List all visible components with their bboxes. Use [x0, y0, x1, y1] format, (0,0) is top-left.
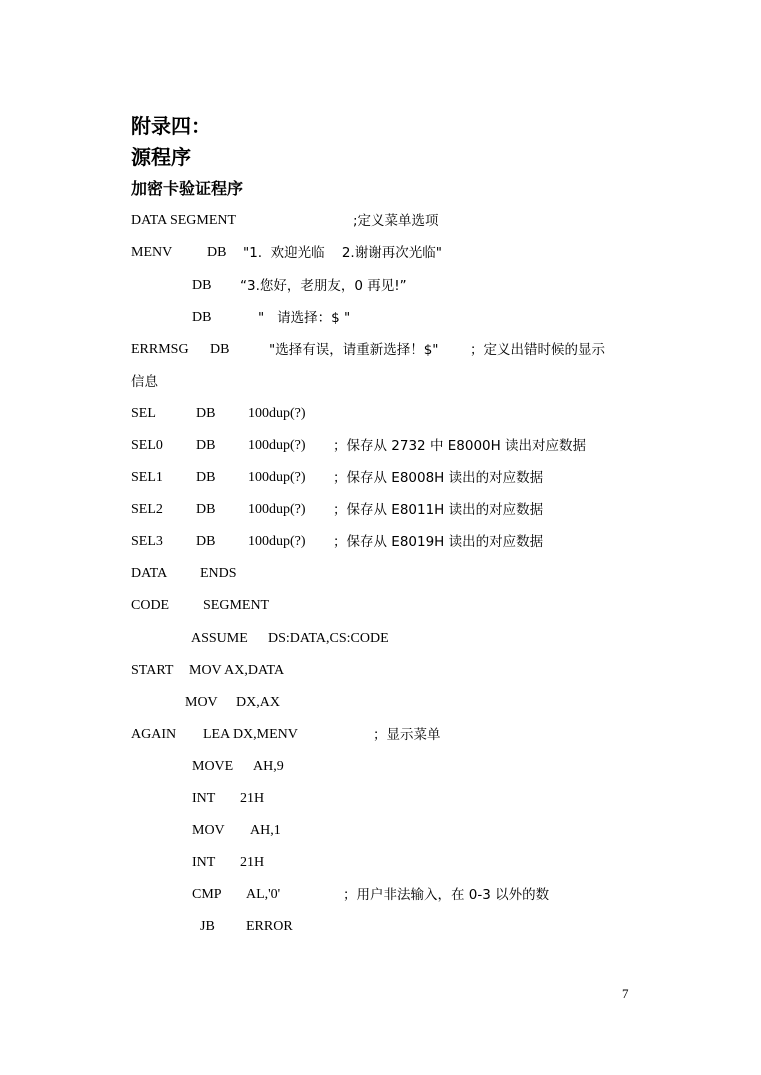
code-label: START [131, 663, 174, 678]
program-heading: 加密卡验证程序 [131, 179, 244, 198]
code-label: SEL0 [131, 438, 163, 453]
code-line [0, 629, 761, 649]
code-operand: " 请选择：$ " [258, 310, 351, 326]
code-operand: ERROR [246, 919, 293, 934]
code-label: MENV [131, 245, 173, 260]
code-comment: ；用户非法输入，在 0-3 以外的数 [343, 887, 550, 903]
code-operand: AH,9 [253, 759, 284, 774]
code-line [0, 725, 761, 745]
code-label: SEL2 [131, 502, 163, 517]
code-line [0, 340, 761, 360]
code-directive: SEGMENT [203, 598, 270, 613]
code-operand: “3.您好，老朋友，0 再见!” [240, 278, 407, 294]
code-instruction: MOV AX,DATA [189, 663, 285, 678]
code-comment: ；保存从 2732 中 E8000H 读出对应数据 [333, 438, 587, 454]
source-heading: 源程序 [131, 145, 191, 169]
code-directive: DB [210, 342, 230, 357]
code-directive: DB [196, 406, 216, 421]
code-operand: 100dup(?) [248, 406, 306, 421]
code-instruction: INT [192, 855, 216, 870]
code-line [0, 436, 761, 456]
code-instruction: MOV [192, 823, 225, 838]
code-instruction: JB [200, 919, 215, 934]
code-operand: 100dup(?) [248, 438, 306, 453]
code-comment: ；保存从 E8019H 读出的对应数据 [333, 534, 544, 550]
code-line [0, 308, 761, 328]
code-label: SEL [131, 406, 156, 421]
code-line [0, 821, 761, 841]
code-line [0, 532, 761, 552]
code-operand: "选择有误，请重新选择！$" [269, 342, 439, 358]
code-line [0, 885, 761, 905]
code-line [0, 276, 761, 296]
code-line [0, 372, 761, 392]
code-operand: AH,1 [250, 823, 281, 838]
code-directive: ENDS [200, 566, 237, 581]
code-operand: AL,'0' [246, 887, 281, 902]
code-instruction: LEA DX,MENV [203, 727, 298, 742]
code-line [0, 243, 761, 263]
code-line [0, 789, 761, 809]
code-comment: ；保存从 E8008H 读出的对应数据 [333, 470, 544, 486]
code-operand: 100dup(?) [248, 470, 306, 485]
code-label: SEL1 [131, 470, 163, 485]
code-operand: "1. 欢迎光临 2.谢谢再次光临" [243, 245, 442, 261]
code-comment: ；定义出错时候的显示 [470, 342, 605, 358]
code-label: SEL3 [131, 534, 163, 549]
code-operand: 100dup(?) [248, 502, 306, 517]
code-directive: DB [207, 245, 227, 260]
code-line [0, 661, 761, 681]
code-comment: ；显示菜单 [373, 727, 441, 743]
code-operand: 100dup(?) [248, 534, 306, 549]
code-directive: DB [192, 278, 212, 293]
code-label: DATA [131, 566, 168, 581]
code-directive: DB [196, 470, 216, 485]
page-number: 7 [622, 986, 629, 1001]
code-instruction: MOV [185, 695, 218, 710]
code-instruction: MOVE [192, 759, 234, 774]
appendix-heading: 附录四： [131, 114, 211, 138]
code-line [0, 404, 761, 424]
code-operand: DS:DATA,CS:CODE [268, 631, 389, 646]
code-line [0, 853, 761, 873]
code-line [0, 693, 761, 713]
code-operand: DX,AX [236, 695, 280, 710]
code-comment: ；保存从 E8011H 读出的对应数据 [333, 502, 544, 518]
code-line [0, 468, 761, 488]
code-line [0, 500, 761, 520]
code-line [0, 596, 761, 616]
code-directive: DB [196, 534, 216, 549]
code-comment: ;定义菜单选项 [353, 213, 439, 229]
code-directive: DB [196, 438, 216, 453]
code-label: DATA SEGMENT [131, 213, 237, 228]
code-operand: 21H [240, 791, 265, 806]
code-label: AGAIN [131, 727, 177, 742]
code-instruction: ASSUME [191, 631, 248, 646]
code-label: ERRMSG [131, 342, 189, 357]
code-line [0, 757, 761, 777]
code-directive: DB [196, 502, 216, 517]
code-label: CODE [131, 598, 170, 613]
code-line [0, 211, 761, 231]
code-line [0, 917, 761, 937]
code-directive: DB [192, 310, 212, 325]
code-instruction: CMP [192, 887, 222, 902]
code-line [0, 564, 761, 584]
code-comment-continuation: 信息 [131, 374, 158, 390]
code-instruction: INT [192, 791, 216, 806]
code-operand: 21H [240, 855, 265, 870]
